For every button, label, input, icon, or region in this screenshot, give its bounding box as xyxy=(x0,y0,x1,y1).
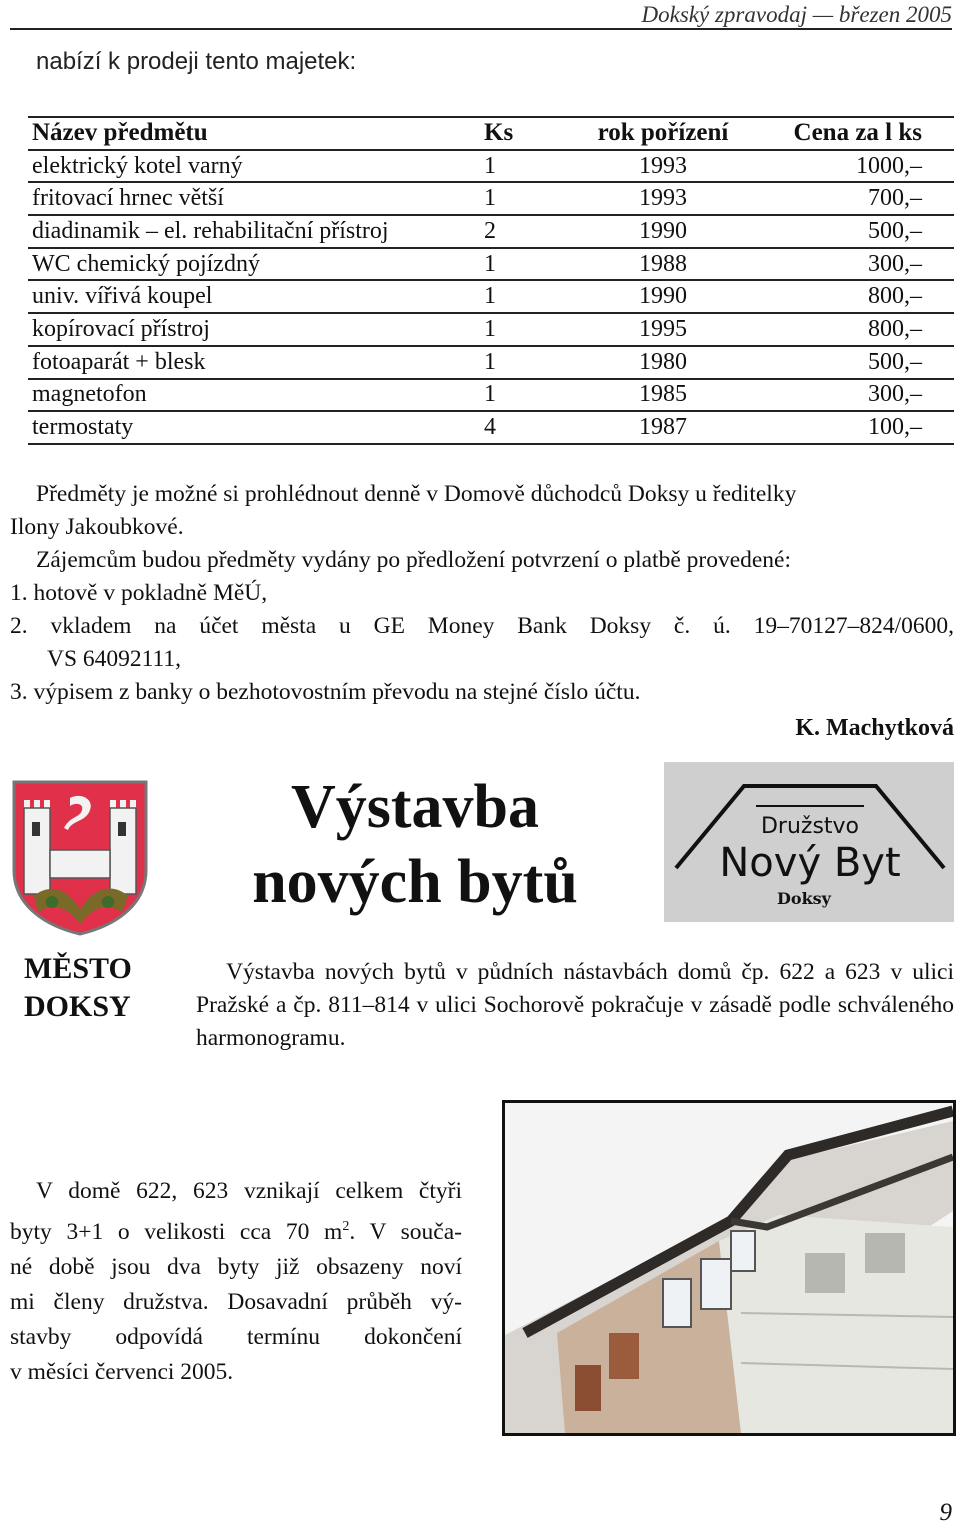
cell-price: 500,– xyxy=(758,346,954,379)
apartments-line-tail: . V souča- xyxy=(349,1218,462,1245)
cell-name: WC chemický pojízdný xyxy=(28,248,476,281)
column-header-price: Cena za l ks xyxy=(758,117,954,150)
cell-year: 1987 xyxy=(568,411,758,444)
article-title xyxy=(220,770,610,920)
cell-year: 1993 xyxy=(568,182,758,215)
note-viewing-line1: Předměty je možné si prohlédnout denně v Domově důchodců Doksy u ředitelky xyxy=(36,481,797,507)
construction-status-text: Výstavba nových bytů v půdních nástavbách domů čp. 622 a 623 v ulici Pražské a čp. 811–814 v ulici Sochorově pokračuje v zásadě podle schváleného harmonogramu. xyxy=(196,959,954,1051)
cell-price: 100,– xyxy=(758,411,954,444)
coat-of-arms-image xyxy=(10,778,150,936)
table-header-row xyxy=(28,117,954,150)
payment-option-3: 3. výpisem z banky o bezhotovostním převodu na stejné číslo účtu. xyxy=(10,679,641,705)
cell-name: diadinamik – el. rehabilitační přístroj xyxy=(28,215,476,248)
town-name xyxy=(24,950,132,1026)
cell-name: univ. vířivá koupel xyxy=(28,280,476,313)
table-row xyxy=(28,346,954,379)
cell-year: 1988 xyxy=(568,248,758,281)
cell-ks: 1 xyxy=(476,280,568,313)
payment-option-1: 1. hotově v pokladně MěÚ, xyxy=(10,580,268,606)
town-name-line2: DOKSY xyxy=(24,990,131,1023)
table-row xyxy=(28,313,954,346)
cell-price: 300,– xyxy=(758,248,954,281)
cell-ks: 1 xyxy=(476,379,568,412)
publication-header: Dokský zpravodaj — březen 2005 xyxy=(641,2,952,27)
cell-year: 1990 xyxy=(568,215,758,248)
logo-text-doksy: Doksy xyxy=(777,889,831,908)
note-viewing-line2: Ilony Jakoubkové. xyxy=(10,514,184,540)
table-row xyxy=(28,150,954,183)
items-table xyxy=(28,116,954,445)
apartments-line-text: byty 3+1 o velikosti cca 70 m xyxy=(10,1218,343,1245)
header-rule xyxy=(10,28,952,30)
apartments-line: V domě 622, 623 vznikají celkem čtyři xyxy=(36,1178,462,1204)
cell-name: termostaty xyxy=(28,411,476,444)
cell-price: 700,– xyxy=(758,182,954,215)
payment-option-2-vs: VS 64092111, xyxy=(47,646,182,672)
apartments-paragraph xyxy=(10,1174,462,1390)
cell-ks: 1 xyxy=(476,346,568,379)
superscript-2: 2 xyxy=(342,1219,350,1234)
table-row xyxy=(28,411,954,444)
table-row xyxy=(28,248,954,281)
table-row xyxy=(28,379,954,412)
cell-year: 1995 xyxy=(568,313,758,346)
logo-text-druzstvo: Družstvo xyxy=(760,814,860,839)
cell-ks: 2 xyxy=(476,215,568,248)
cell-name: fotoaparát + blesk xyxy=(28,346,476,379)
table-row xyxy=(28,215,954,248)
apartments-line: v měsíci červenci 2005. xyxy=(10,1358,234,1385)
column-header-year: rok pořízení xyxy=(568,117,758,150)
cell-ks: 4 xyxy=(476,411,568,444)
sale-notes xyxy=(10,478,954,745)
apartments-line: né době jsou dva byty již obsazeny noví xyxy=(10,1253,462,1280)
cell-price: 800,– xyxy=(758,280,954,313)
cooperative-logo xyxy=(664,762,954,922)
cell-ks: 1 xyxy=(476,150,568,183)
note-payment: Zájemcům budou předměty vydány po předložení potvrzení o platbě provedené: xyxy=(36,547,792,573)
article-title-line2: nových bytů xyxy=(252,848,578,916)
apartments-line: mi členy družstva. Dosavadní průběh vý- xyxy=(10,1288,462,1315)
cell-price: 800,– xyxy=(758,313,954,346)
cell-year: 1985 xyxy=(568,379,758,412)
cell-year: 1993 xyxy=(568,150,758,183)
column-header-name: Název předmětu xyxy=(28,117,476,150)
cell-price: 1000,– xyxy=(758,150,954,183)
cell-year: 1990 xyxy=(568,280,758,313)
cell-ks: 1 xyxy=(476,182,568,215)
cell-price: 500,– xyxy=(758,215,954,248)
cell-name: elektrický kotel varný xyxy=(28,150,476,183)
column-header-ks: Ks xyxy=(476,117,568,150)
article-title-line1: Výstavba xyxy=(290,773,540,841)
page-number: 9 xyxy=(939,1499,952,1526)
table-row xyxy=(28,182,954,215)
table-row xyxy=(28,280,954,313)
payment-option-2: 2. vkladem na účet města u GE Money Bank Doksy č. ú. 19–70127–824/0600, xyxy=(10,613,954,639)
cell-ks: 1 xyxy=(476,248,568,281)
cell-name: magnetofon xyxy=(28,379,476,412)
cell-name: kopírovací přístroj xyxy=(28,313,476,346)
town-name-line1: MĚSTO xyxy=(24,952,132,985)
cell-price: 300,– xyxy=(758,379,954,412)
intro-text: nabízí k prodeji tento majetek: xyxy=(36,48,357,75)
author-signature: K. Machytková xyxy=(795,715,954,741)
logo-text-novy-byt: Nový Byt xyxy=(719,840,901,886)
cell-year: 1980 xyxy=(568,346,758,379)
apartments-line xyxy=(10,1209,462,1250)
cell-ks: 1 xyxy=(476,313,568,346)
cell-name: fritovací hrnec větší xyxy=(28,182,476,215)
apartments-line: stavby odpovídá termínu dokončení xyxy=(10,1323,462,1350)
building-photo xyxy=(502,1100,956,1436)
construction-status-paragraph xyxy=(196,956,954,1055)
